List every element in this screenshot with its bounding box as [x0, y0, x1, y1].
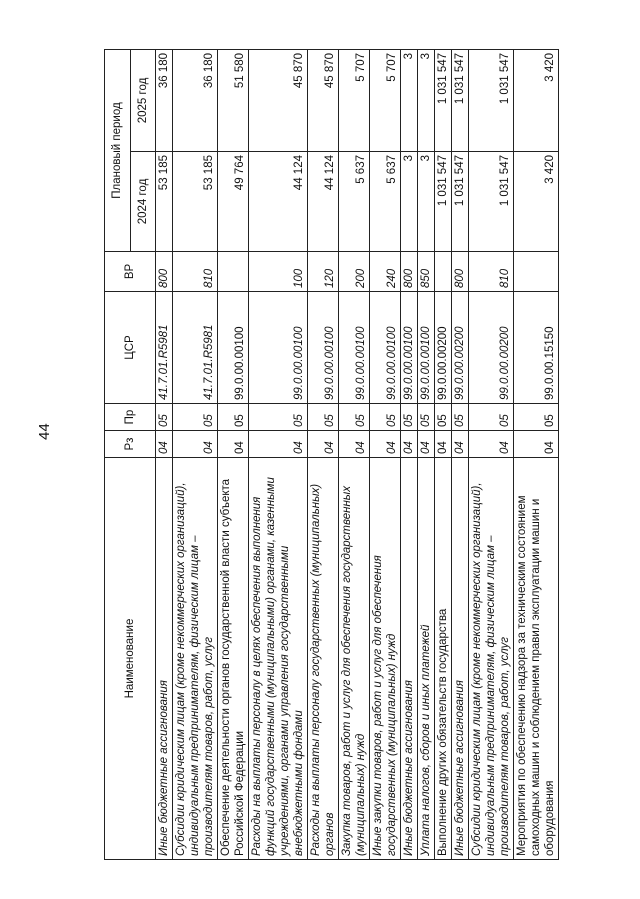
cell-y2024: 5 637 [339, 152, 370, 252]
table-row [514, 49, 559, 859]
cell-csr: 99.0.00.00100 [401, 292, 418, 404]
cell-y2024: 44 124 [308, 152, 339, 252]
table-row [249, 49, 308, 859]
cell-name: Мероприятия по обеспечению надзора за техническим состоянием самоходных машин и соблюдением правил эксплуатации машин и оборудования [514, 458, 559, 860]
cell-vr: 850 [418, 252, 435, 292]
cell-rz: 04 [514, 431, 559, 458]
cell-y2025: 36 180 [173, 49, 218, 151]
cell-vr: 800 [452, 252, 469, 292]
cell-rz: 04 [218, 431, 249, 458]
cell-y2024: 53 185 [156, 152, 173, 252]
table-row [173, 49, 218, 859]
table-row [418, 49, 435, 859]
cell-csr: 41.7.01.R5981 [173, 292, 218, 404]
table-row [370, 49, 401, 859]
cell-vr: 810 [173, 252, 218, 292]
table-row [469, 49, 514, 859]
cell-y2025: 1 031 547 [469, 49, 514, 151]
cell-csr: 99.0.00.00200 [452, 292, 469, 404]
cell-vr: 200 [339, 252, 370, 292]
cell-name: Обеспечение деятельности органов государственной власти субъекта Российской Федерации [218, 458, 249, 860]
cell-vr [514, 252, 559, 292]
cell-rz: 04 [452, 431, 469, 458]
cell-csr: 99.0.00.00100 [370, 292, 401, 404]
cell-pr: 05 [469, 404, 514, 431]
cell-y2024: 49 764 [218, 152, 249, 252]
cell-csr: 41.7.01.R5981 [156, 292, 173, 404]
cell-y2024: 1 031 547 [469, 152, 514, 252]
cell-y2025: 51 580 [218, 49, 249, 151]
cell-rz: 04 [249, 431, 308, 458]
cell-y2024: 3 [401, 152, 418, 252]
cell-csr: 99.0.00.00100 [308, 292, 339, 404]
cell-name: Иные бюджетные ассигнования [401, 458, 418, 860]
cell-y2024: 3 420 [514, 152, 559, 252]
cell-y2025: 3 420 [514, 49, 559, 151]
cell-csr: 99.0.00.15150 [514, 292, 559, 404]
cell-name: Иные закупки товаров, работ и услуг для обеспечения государственных (муниципальных) нужд [370, 458, 401, 860]
cell-csr: 99.0.00.00100 [218, 292, 249, 404]
table-row [308, 49, 339, 859]
cell-name: Расходы на выплаты персоналу государственных (муниципальных) органов [308, 458, 339, 860]
header-year-2024: 2024 год [130, 152, 156, 252]
header-year-2025: 2025 год [130, 49, 156, 151]
cell-vr: 240 [370, 252, 401, 292]
cell-vr [435, 252, 452, 292]
cell-pr: 05 [249, 404, 308, 431]
cell-pr: 05 [173, 404, 218, 431]
cell-vr [218, 252, 249, 292]
cell-vr: 800 [156, 252, 173, 292]
cell-pr: 05 [514, 404, 559, 431]
cell-y2024: 3 [418, 152, 435, 252]
cell-pr: 05 [401, 404, 418, 431]
cell-csr: 99.0.00.00100 [339, 292, 370, 404]
cell-rz: 04 [173, 431, 218, 458]
cell-y2025: 3 [418, 49, 435, 151]
cell-y2025: 3 [401, 49, 418, 151]
budget-table [104, 49, 559, 860]
cell-y2025: 45 870 [308, 49, 339, 151]
table-row [156, 49, 173, 859]
cell-y2025: 1 031 547 [452, 49, 469, 151]
cell-y2024: 44 124 [249, 152, 308, 252]
cell-pr: 05 [418, 404, 435, 431]
cell-vr: 800 [401, 252, 418, 292]
cell-name: Закупка товаров, работ и услуг для обеспечения государственных (муниципальных) нужд [339, 458, 370, 860]
cell-y2024: 1 031 547 [452, 152, 469, 252]
cell-pr: 05 [452, 404, 469, 431]
cell-rz: 04 [370, 431, 401, 458]
cell-name: Субсидии юридическим лицам (кроме некоммерческих организаций), индивидуальным предпринимателям, физическим лицам – производителям товаров, работ, услуг [469, 458, 514, 860]
cell-y2025: 5 707 [339, 49, 370, 151]
cell-vr: 120 [308, 252, 339, 292]
cell-rz: 04 [469, 431, 514, 458]
cell-rz: 04 [308, 431, 339, 458]
cell-y2025: 1 031 547 [435, 49, 452, 151]
header-planned-period: Плановый период [105, 49, 131, 251]
cell-rz: 04 [435, 431, 452, 458]
cell-y2024: 1 031 547 [435, 152, 452, 252]
table-row [218, 49, 249, 859]
cell-y2025: 36 180 [156, 49, 173, 151]
table-row [435, 49, 452, 859]
cell-rz: 04 [156, 431, 173, 458]
cell-name: Уплата налогов, сборов и иных платежей [418, 458, 435, 860]
cell-csr: 99.0.00.00200 [435, 292, 452, 404]
table-row [339, 49, 370, 859]
cell-rz: 04 [339, 431, 370, 458]
cell-vr: 100 [249, 252, 308, 292]
cell-csr: 99.0.00.00200 [469, 292, 514, 404]
cell-csr: 99.0.00.00100 [418, 292, 435, 404]
cell-csr: 99.0.00.00100 [249, 292, 308, 404]
cell-y2025: 45 870 [249, 49, 308, 151]
cell-y2025: 5 707 [370, 49, 401, 151]
header-rz: Рз [105, 431, 156, 458]
cell-y2024: 5 637 [370, 152, 401, 252]
header-vr: ВР [105, 252, 156, 292]
table-row [452, 49, 469, 859]
cell-y2024: 53 185 [173, 152, 218, 252]
cell-pr: 05 [308, 404, 339, 431]
cell-pr: 05 [339, 404, 370, 431]
cell-name: Выполнение других обязательств государства [435, 458, 452, 860]
cell-pr: 05 [156, 404, 173, 431]
header-name: Наименование [105, 458, 156, 860]
table-body [156, 49, 559, 859]
cell-name: Иные бюджетные ассигнования [156, 458, 173, 860]
cell-pr: 05 [435, 404, 452, 431]
header-pr: Пр [105, 404, 156, 431]
cell-rz: 04 [401, 431, 418, 458]
cell-name: Расходы на выплаты персоналу в целях обеспечения выполнения функций государственными (муниципальными) органами, казенными учреждениями, органами управления государственными внебюджетными фондами [249, 458, 308, 860]
cell-rz: 04 [418, 431, 435, 458]
cell-name: Иные бюджетные ассигнования [452, 458, 469, 860]
cell-vr: 810 [469, 252, 514, 292]
page-number: 44 [36, 423, 53, 440]
cell-pr: 05 [370, 404, 401, 431]
header-csr: ЦСР [105, 292, 156, 404]
rotated-table-wrapper [104, 50, 556, 860]
table-row [401, 49, 418, 859]
cell-name: Субсидии юридическим лицам (кроме некоммерческих организаций), индивидуальным предпринимателям, физическим лицам – производителям товаров, работ, услуг [173, 458, 218, 860]
cell-pr: 05 [218, 404, 249, 431]
